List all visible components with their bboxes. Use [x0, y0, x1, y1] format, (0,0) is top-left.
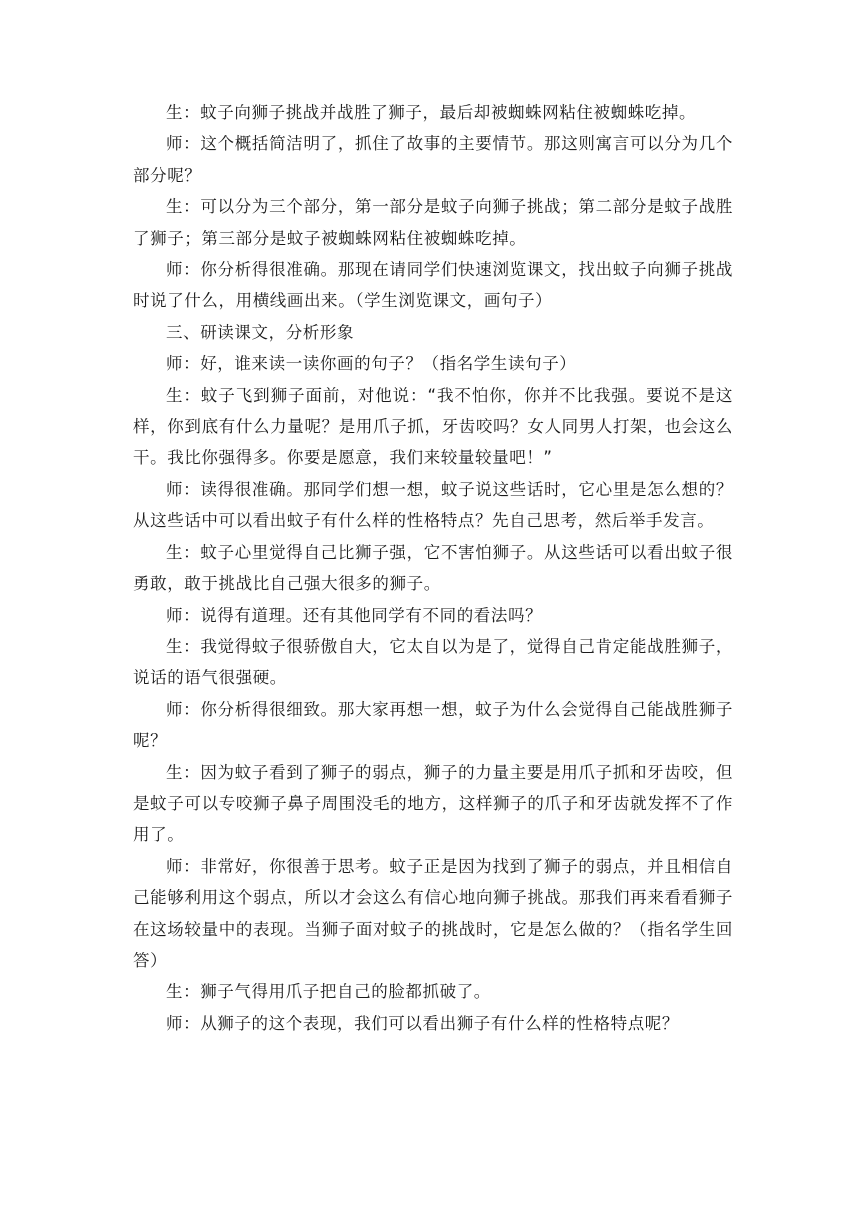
paragraph-student-brave: 生：蚊子心里觉得自己比狮子强，它不害怕狮子。从这些话可以看出蚊子很勇敢，敢于挑战比自己强大很多的狮子。 — [133, 542, 733, 594]
paragraph-student-lion-reaction: 生：狮子气得用爪子把自己的脸都抓破了。 — [166, 982, 491, 1002]
paragraph-teacher-praise: 师：非常好，你很善于思考。蚊子正是因为找到了狮子的弱点，并且相信自己能够利用这个弱点，所以才会这么有信心地向狮子挑战。那我们再来看看狮子在这场较量中的表现。当狮子面对蚊子的挑战时，它是怎么做的？（指名学生回答） — [133, 856, 733, 970]
paragraph-teacher-think: 师：读得很准确。那同学们想一想，蚊子说这些话时，它心里是怎么想的？从这些话中可以看出蚊子有什么样的性格特点？先自己思考，然后举手发言。 — [133, 479, 733, 531]
paragraph-student-summary: 生：蚊子向狮子挑战并战胜了狮子，最后却被蜘蛛网粘住被蜘蛛吃掉。 — [166, 103, 697, 122]
paragraph-student-arrogant: 生：我觉得蚊子很骄傲自大，它太自以为是了，觉得自己肯定能战胜狮子，说话的语气很强硬。 — [133, 636, 733, 688]
paragraph-teacher-read-request: 师：好，谁来读一读你画的句子？（指名学生读句子） — [166, 354, 577, 374]
section-heading: 三、研读课文，分析形象 — [166, 322, 355, 342]
paragraph-student-quote: 生：蚊子飞到狮子面前，对他说：“我不怕你，你并不比我强。要说不是这样，你到底有什么力量呢？是用爪子抓，牙齿咬吗？女人同男人打架，也会这么干。我比你强得多。你要是愿意，我们来较量较量吧！” — [133, 385, 733, 468]
paragraph-student-three-parts: 生：可以分为三个部分，第一部分是蚊子向狮子挑战；第二部分是蚊子战胜了狮子；第三部分是蚊子被蜘蛛网粘住被蜘蛛吃掉。 — [133, 197, 733, 248]
paragraph-teacher-instruction: 师：你分析得很准确。那现在请同学们快速浏览课文，找出蚊子向狮子挑战时说了什么，用横线画出来。（学生浏览课文，画句子） — [133, 260, 733, 311]
paragraph-student-weakness: 生：因为蚊子看到了狮子的弱点，狮子的力量主要是用爪子抓和牙齿咬，但是蚊子可以专咬狮子鼻子周围没毛的地方，这样狮子的爪子和牙齿就发挥不了作用了。 — [133, 762, 733, 845]
paragraph-teacher-question-parts: 师：这个概括简洁明了，抓住了故事的主要情节。那这则寓言可以分为几个部分呢？ — [133, 134, 733, 185]
lesson-transcript — [133, 97, 733, 1039]
paragraph-teacher-why: 师：你分析得很细致。那大家再想一想，蚊子为什么会觉得自己能战胜狮子呢？ — [133, 699, 733, 751]
paragraph-teacher-other-views: 师：说得有道理。还有其他同学有不同的看法吗？ — [166, 605, 543, 625]
paragraph-teacher-lion-traits: 师：从狮子的这个表现，我们可以看出狮子有什么样的性格特点呢？ — [166, 1013, 679, 1033]
